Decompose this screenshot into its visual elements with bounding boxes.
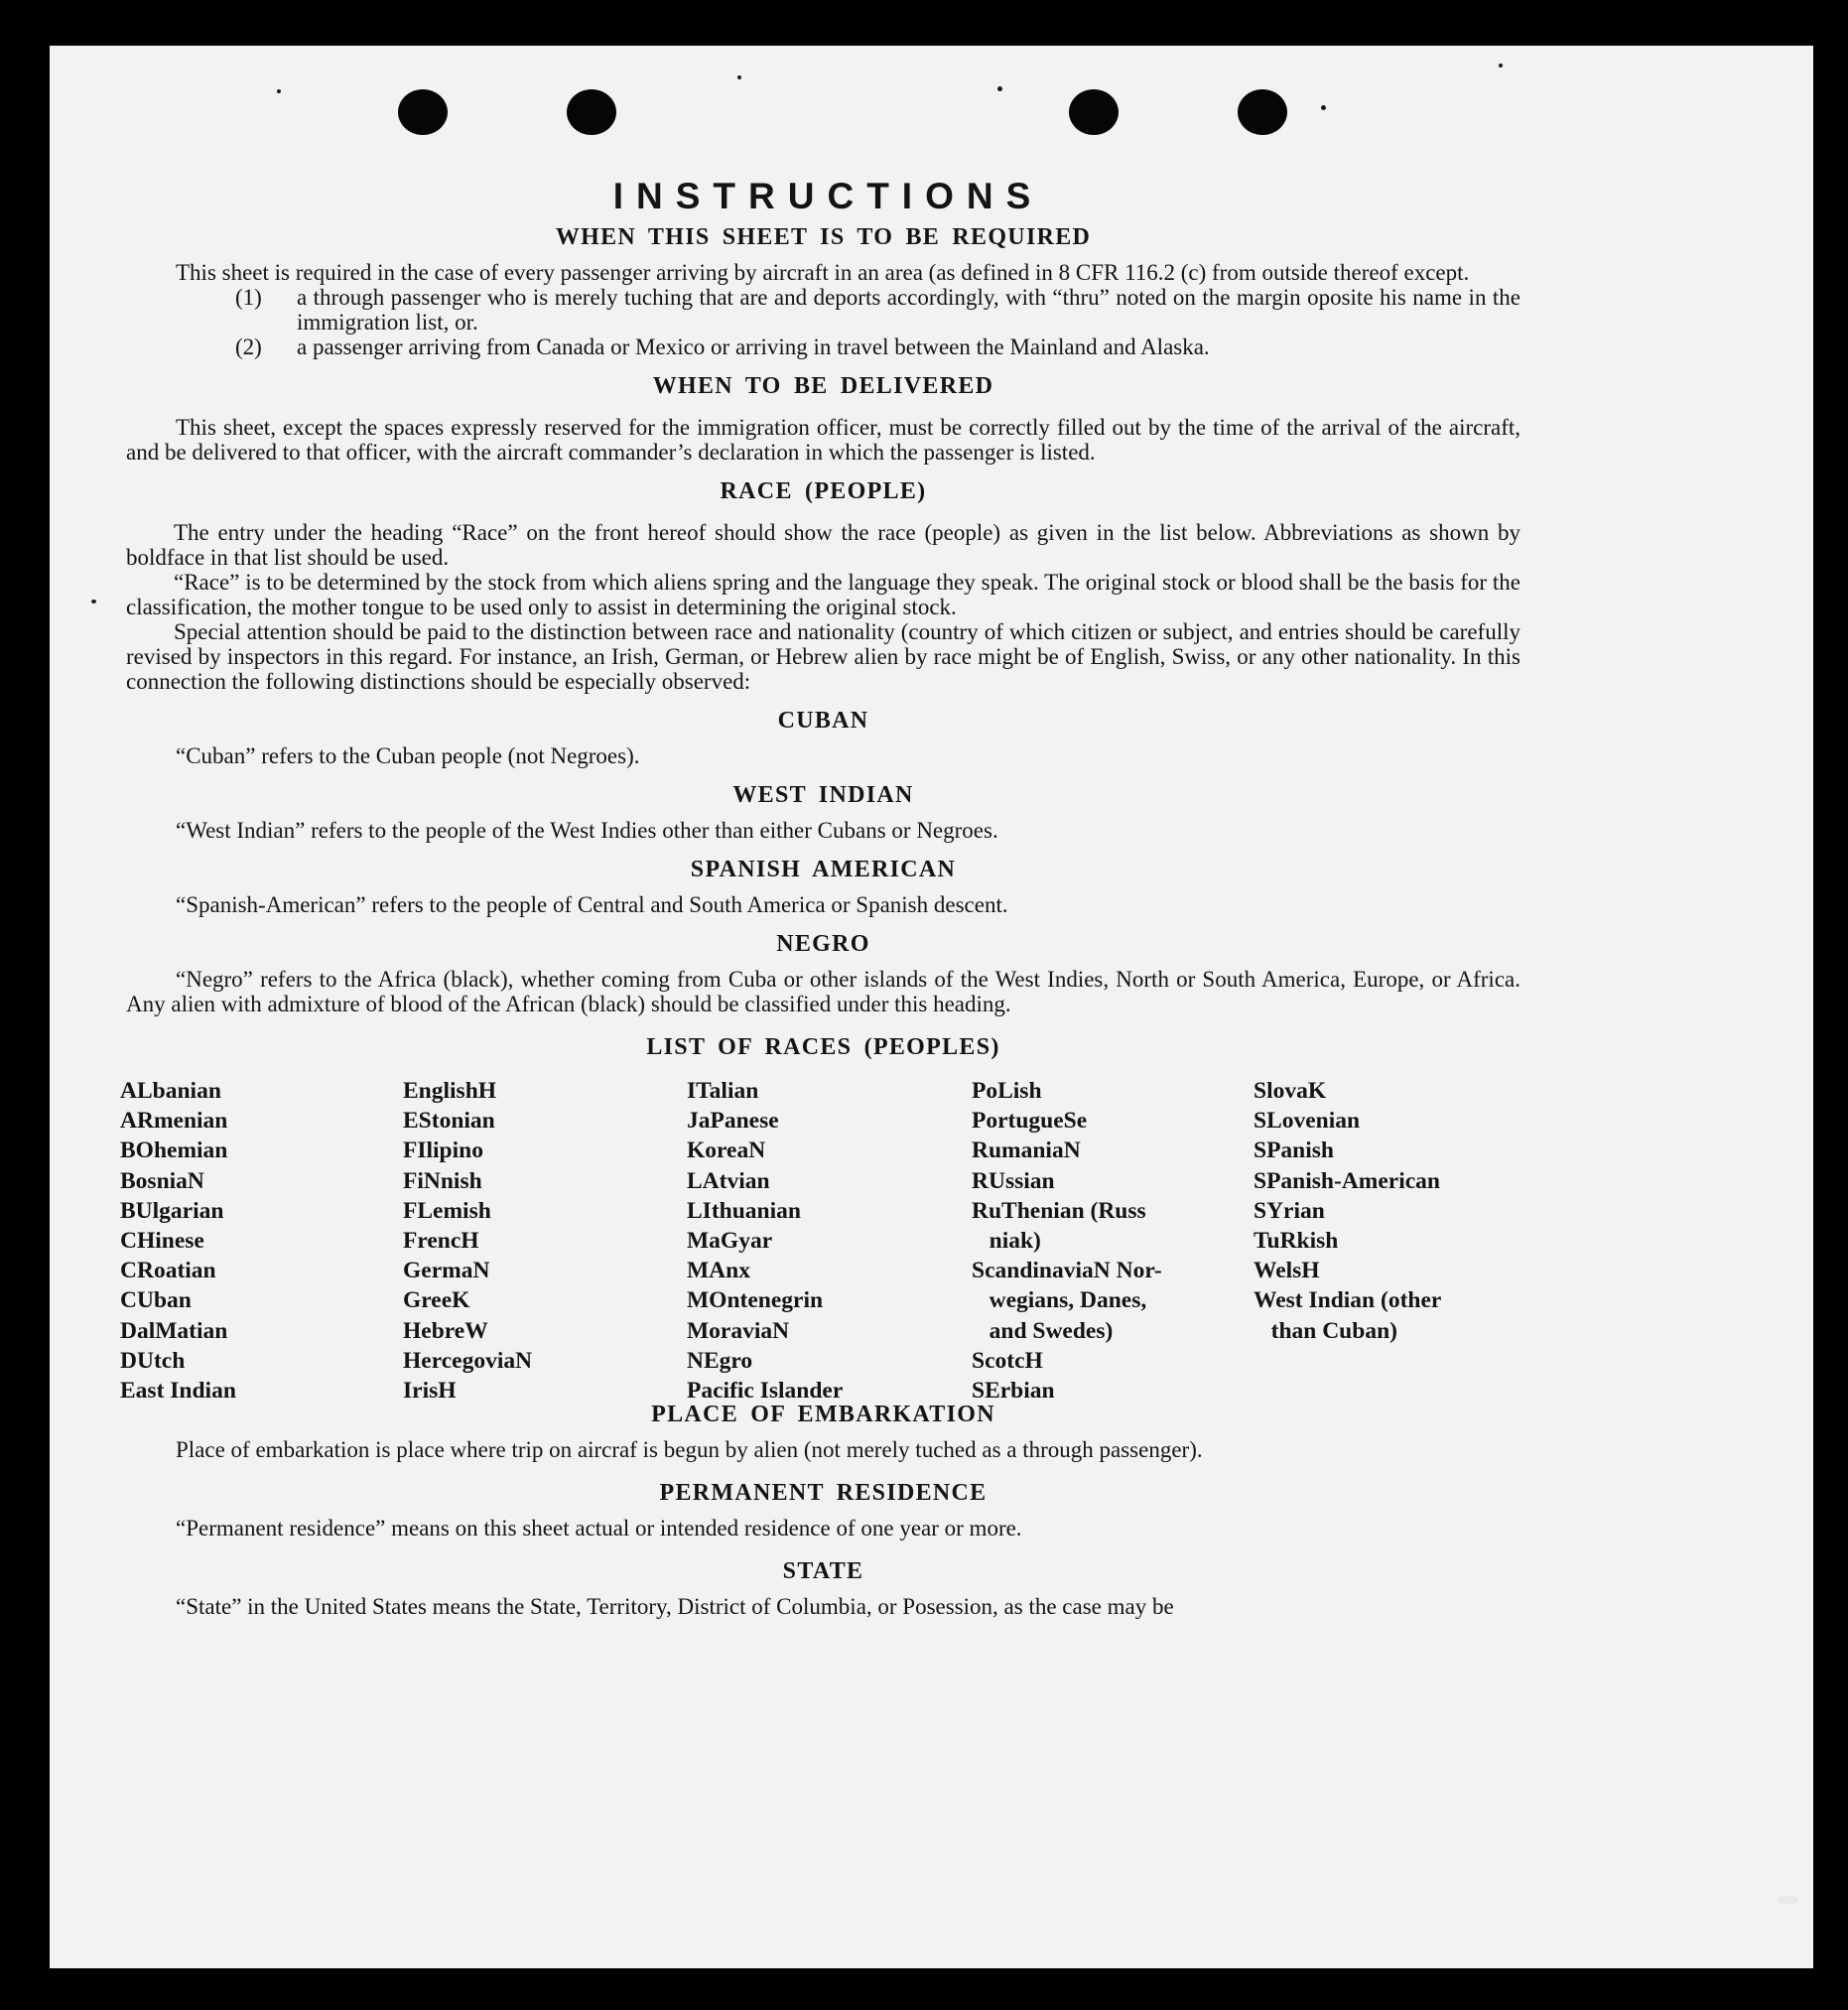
item-text: a passenger arriving from Canada or Mexico or arriving in travel between the Mainland and Alaska.: [297, 335, 1210, 359]
paragraph: This sheet, except the spaces expressly reserved for the immigration officer, must be correctly filled out by the time of the arrival of the aircraft, and be delivered to that officer, with the aircraft commander’s declaration in which the passenger is listed.: [126, 415, 1520, 465]
race-entry: SErbian: [972, 1378, 1055, 1405]
race-entry: West Indian (other: [1254, 1287, 1442, 1314]
item-number: (1): [235, 285, 262, 310]
races-column: [1254, 1076, 1441, 1346]
section-heading-negro: NEGRO: [776, 931, 870, 957]
item-text: a through passenger who is merely tuching that are and deports accordingly, with “thru” noted on the margin oposite his name in the immigration list, or.: [297, 285, 1520, 335]
race-entry: FrencH: [403, 1228, 479, 1255]
document-page: [50, 46, 1813, 1968]
race-entry: FIlipino: [403, 1138, 483, 1164]
race-entry: RUssian: [972, 1167, 1055, 1194]
race-entry: ITalian: [687, 1078, 759, 1104]
race-entry: RuThenian (Russ: [972, 1197, 1146, 1224]
punch-hole: [1069, 89, 1119, 135]
paragraph: The entry under the heading “Race” on the front hereof should show the race (people) as given in the list below. Abbreviations as shown by boldface in that list should be used.: [126, 520, 1520, 570]
punch-hole: [567, 89, 616, 135]
race-entry: SPanish: [1254, 1138, 1334, 1164]
section-heading-delivered: WHEN TO BE DELIVERED: [652, 373, 994, 399]
scan-speck: [1321, 105, 1326, 110]
race-entry: CHinese: [120, 1228, 204, 1255]
scan-speck: [1499, 64, 1503, 67]
section-heading-spanish-american: SPANISH AMERICAN: [690, 857, 957, 882]
races-column: [687, 1076, 843, 1406]
race-entry: MaGyar: [687, 1228, 773, 1255]
item-number: (2): [235, 335, 262, 359]
race-entry: GermaN: [403, 1258, 490, 1284]
paragraph: “Cuban” refers to the Cuban people (not Negroes).: [176, 743, 640, 768]
race-entry: wegians, Danes,: [972, 1287, 1147, 1314]
section-heading-state: STATE: [782, 1558, 864, 1584]
race-entry: PortugueSe: [972, 1108, 1088, 1135]
race-entry: CRoatian: [120, 1258, 216, 1284]
race-entry: DUtch: [120, 1347, 186, 1374]
paragraph: “State” in the United States means the State, Territory, District of Columbia, or Posession, as the case may be: [176, 1594, 1174, 1619]
punch-hole: [398, 89, 448, 135]
races-column: [972, 1076, 1162, 1406]
race-entry: LIthuanian: [687, 1197, 801, 1224]
race-entry: Pacific Islander: [687, 1378, 844, 1405]
page-title: INSTRUCTIONS: [612, 176, 1044, 216]
race-entry: BUlgarian: [120, 1197, 224, 1224]
race-entry: SLovenian: [1254, 1108, 1361, 1135]
race-entry: SPanish-American: [1254, 1167, 1440, 1194]
race-entry: East Indian: [120, 1378, 236, 1405]
race-entry: ScotcH: [972, 1347, 1043, 1374]
race-entry: MOntenegrin: [687, 1287, 824, 1314]
race-entry: BOhemian: [120, 1138, 228, 1164]
list-item: [126, 285, 1520, 335]
race-entry: KoreaN: [687, 1138, 766, 1164]
instructions-body: [120, 175, 1520, 1619]
paragraph: Special attention should be paid to the distinction between race and nationality (country of which citizen or subject, and entries should be carefully revised by inspectors in this regard. For instance, an Irish, German, or Hebrew alien by race might be of English, Swiss, or any other nationality. In this connection the following distinctions should be especially observed:: [126, 619, 1520, 694]
race-entry: ALbanian: [120, 1078, 221, 1104]
paragraph: “Negro” refers to the Africa (black), whether coming from Cuba or other islands of the West Indies, North or South America, Europe, or Africa. Any alien with admixture of blood of the African (black) should be classified under this heading.: [126, 967, 1520, 1016]
races-list: [120, 1076, 1520, 1405]
punch-hole: [1238, 89, 1287, 135]
race-entry: TuRkish: [1254, 1228, 1339, 1255]
race-entry: HercegoviaN: [403, 1347, 533, 1374]
section-heading-embarkation: PLACE OF EMBARKATION: [651, 1402, 995, 1427]
paragraph: “Race” is to be determined by the stock from which aliens spring and the language they speak. The original stock or blood shall be the basis for the classification, the mother tongue to be used only to assist in determining the original stock.: [126, 570, 1520, 619]
scan-speck: [277, 89, 281, 93]
paragraph: “Spanish-American” refers to the people of Central and South America or Spanish descent.: [176, 892, 1008, 917]
race-entry: MAnx: [687, 1258, 750, 1284]
race-entry: SlovaK: [1254, 1078, 1327, 1104]
race-entry: EnglishH: [403, 1078, 497, 1104]
race-entry: NEgro: [687, 1347, 753, 1374]
race-entry: than Cuban): [1254, 1317, 1397, 1344]
race-entry: EStonian: [403, 1108, 495, 1135]
race-entry: ARmenian: [120, 1108, 228, 1135]
paragraph: “West Indian” refers to the people of the West Indies other than either Cubans or Negroes.: [176, 818, 998, 843]
list-item: [126, 335, 1520, 359]
race-entry: and Swedes): [972, 1317, 1114, 1344]
race-entry: CUban: [120, 1287, 192, 1314]
paragraph: Place of embarkation is place where trip on aircraf is begun by alien (not merely tuched as a through passenger).: [176, 1437, 1203, 1462]
race-entry: MoraviaN: [687, 1317, 790, 1344]
race-entry: IrisH: [403, 1378, 457, 1405]
race-entry: GreeK: [403, 1287, 470, 1314]
race-entry: ScandinaviaN Nor-: [972, 1258, 1162, 1284]
section-heading-list-of-races: LIST OF RACES (PEOPLES): [646, 1034, 1000, 1060]
race-entry: BosniaN: [120, 1167, 204, 1194]
race-entry: niak): [972, 1228, 1041, 1255]
race-entry: SYrian: [1254, 1197, 1325, 1224]
race-entry: FLemish: [403, 1197, 491, 1224]
race-entry: PoLish: [972, 1078, 1042, 1104]
scan-speck: [997, 86, 1002, 91]
race-entry: RumaniaN: [972, 1138, 1081, 1164]
section-heading-cuban: CUBAN: [777, 708, 869, 734]
race-entry: LAtvian: [687, 1167, 770, 1194]
section-heading-west-indian: WEST INDIAN: [732, 782, 914, 808]
race-entry: HebreW: [403, 1317, 488, 1344]
section-heading-required: WHEN THIS SHEET IS TO BE REQUIRED: [555, 224, 1092, 250]
scan-speck: [1777, 1896, 1798, 1904]
race-entry: FiNnish: [403, 1167, 482, 1194]
races-column: [403, 1076, 532, 1406]
race-entry: DalMatian: [120, 1317, 228, 1344]
section-heading-permanent-residence: PERMANENT RESIDENCE: [659, 1480, 988, 1506]
section-heading-race: RACE (PEOPLE): [720, 478, 927, 504]
paragraph: “Permanent residence” means on this sheet actual or intended residence of one year or more.: [176, 1516, 1022, 1541]
scan-speck: [737, 75, 741, 79]
paragraph: This sheet is required in the case of every passenger arriving by aircraft in an area (as defined in 8 CFR 116.2 (c) from outside thereof except.: [176, 260, 1470, 285]
race-entry: JaPanese: [687, 1108, 779, 1135]
race-entry: WelsH: [1254, 1258, 1320, 1284]
scan-speck: [91, 600, 96, 603]
races-column: [120, 1076, 236, 1406]
